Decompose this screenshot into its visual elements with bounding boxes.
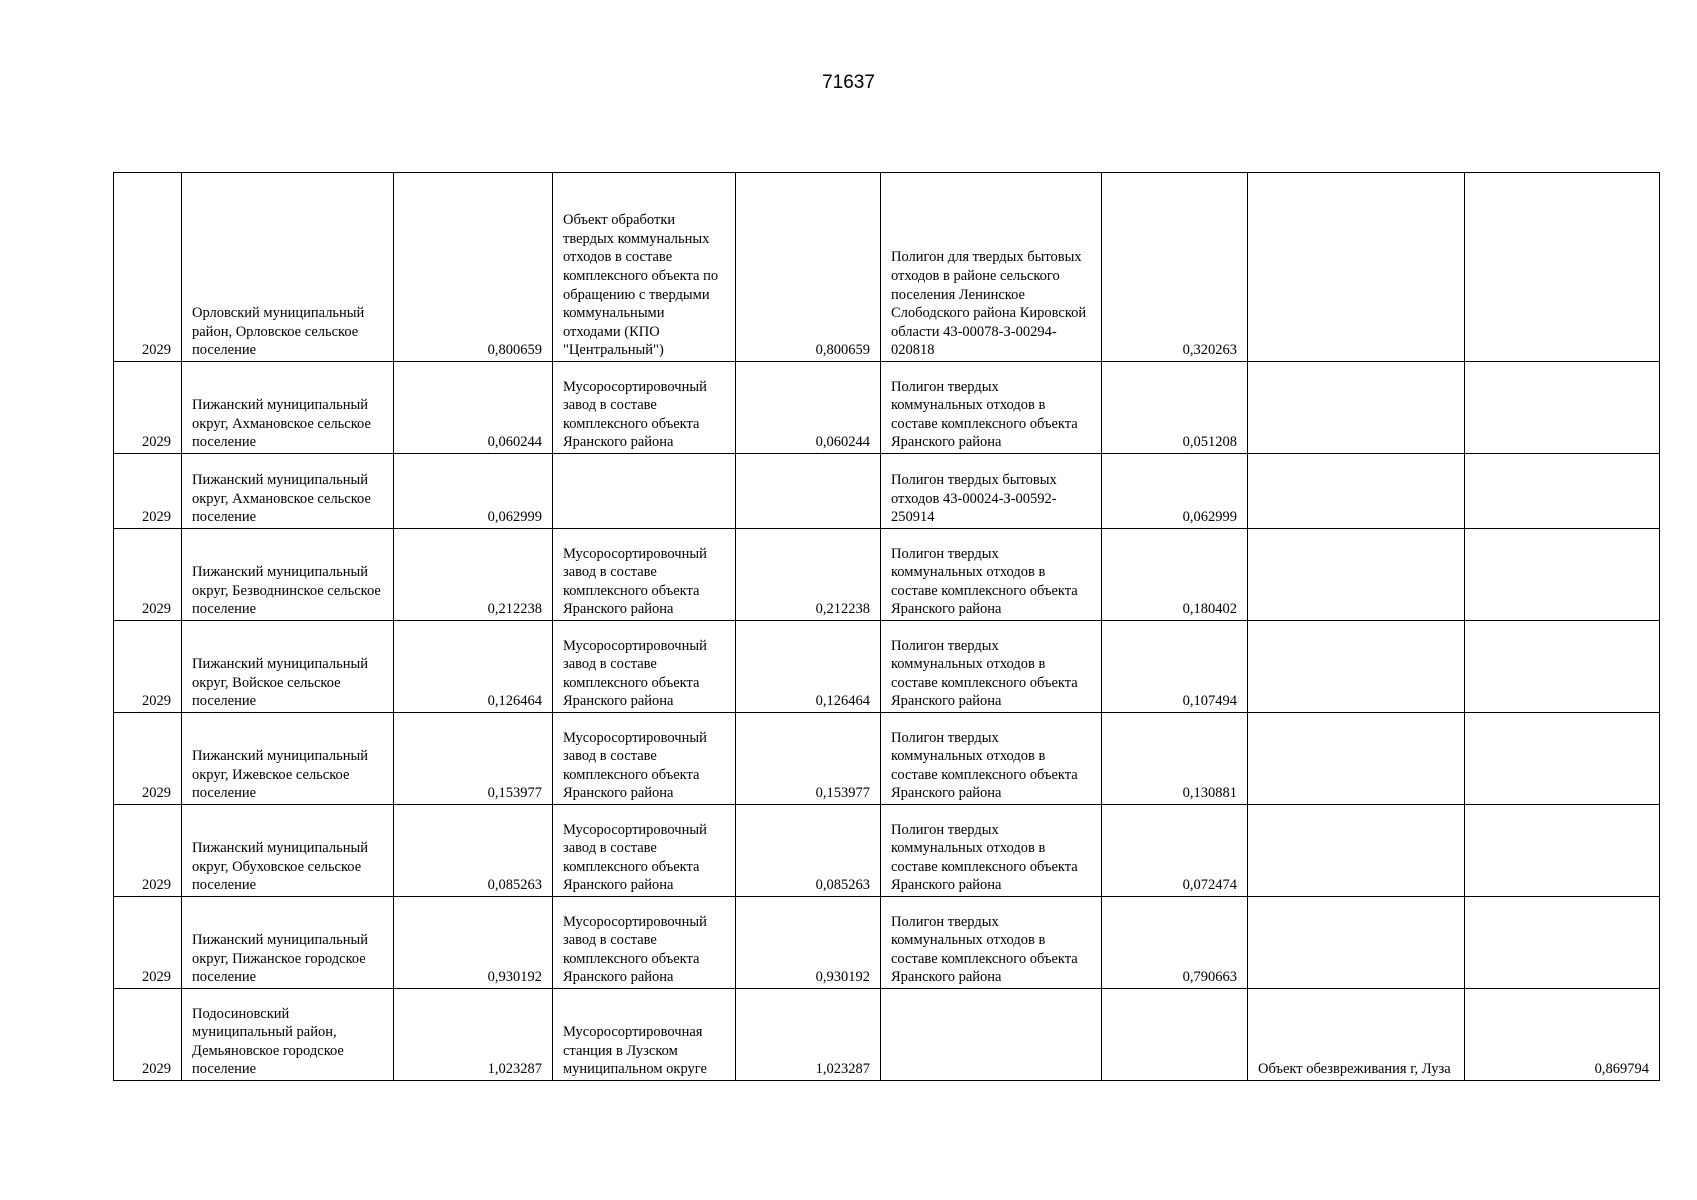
disposal-volume-cell: 0,130881	[1102, 713, 1248, 805]
neutralization-volume-cell	[1465, 454, 1660, 529]
processing-object-cell: Мусоросортировочный завод в составе комплексного объекта Яранского района	[553, 529, 736, 621]
year-cell: 2029	[114, 713, 182, 805]
neutralization-volume-cell	[1465, 173, 1660, 362]
disposal-object-cell: Полигон твердых коммунальных отходов в составе комплексного объекта Яранского района	[881, 529, 1102, 621]
table-row	[114, 173, 1660, 362]
year-cell: 2029	[114, 897, 182, 989]
disposal-object-cell: Полигон для твердых бытовых отходов в районе сельского поселения Ленинское Слободского района Кировской области 43-00078-З-00294-020818	[881, 173, 1102, 362]
disposal-volume-cell: 0,072474	[1102, 805, 1248, 897]
table-row	[114, 897, 1660, 989]
territory-cell: Пижанский муниципальный округ, Безводнинское сельское поселение	[182, 529, 394, 621]
neutralization-object-cell	[1248, 805, 1465, 897]
year-cell: 2029	[114, 362, 182, 454]
neutralization-volume-cell	[1465, 362, 1660, 454]
processing-object-cell: Мусоросортировочный завод в составе комплексного объекта Яранского района	[553, 805, 736, 897]
neutralization-object-cell: Объект обезвреживания г, Луза	[1248, 989, 1465, 1081]
neutralization-object-cell	[1248, 897, 1465, 989]
territory-cell: Пижанский муниципальный округ, Ахмановское сельское поселение	[182, 362, 394, 454]
disposal-volume-cell: 0,790663	[1102, 897, 1248, 989]
neutralization-volume-cell	[1465, 713, 1660, 805]
table-body	[114, 173, 1660, 1081]
disposal-volume-cell: 0,320263	[1102, 173, 1248, 362]
processing-volume-cell: 0,800659	[736, 173, 881, 362]
processing-volume-cell: 0,085263	[736, 805, 881, 897]
processing-object-cell: Мусоросортировочный завод в составе комплексного объекта Яранского района	[553, 897, 736, 989]
territory-cell: Пижанский муниципальный округ, Обуховское сельское поселение	[182, 805, 394, 897]
neutralization-volume-cell	[1465, 529, 1660, 621]
table-row	[114, 529, 1660, 621]
neutralization-volume-cell	[1465, 897, 1660, 989]
neutralization-volume-cell	[1465, 805, 1660, 897]
processing-volume-cell	[736, 454, 881, 529]
disposal-volume-cell: 0,180402	[1102, 529, 1248, 621]
disposal-object-cell: Полигон твердых коммунальных отходов в составе комплексного объекта Яранского района	[881, 805, 1102, 897]
year-cell: 2029	[114, 989, 182, 1081]
year-cell: 2029	[114, 454, 182, 529]
neutralization-volume-cell	[1465, 621, 1660, 713]
disposal-volume-cell: 0,107494	[1102, 621, 1248, 713]
table-row	[114, 805, 1660, 897]
neutralization-object-cell	[1248, 454, 1465, 529]
disposal-volume-cell: 0,051208	[1102, 362, 1248, 454]
disposal-object-cell: Полигон твердых коммунальных отходов в составе комплексного объекта Яранского района	[881, 621, 1102, 713]
waste-flow-table	[113, 172, 1660, 1081]
processing-object-cell: Мусоросортировочный завод в составе комплексного объекта Яранского района	[553, 713, 736, 805]
disposal-object-cell: Полигон твердых коммунальных отходов в составе комплексного объекта Яранского района	[881, 713, 1102, 805]
neutralization-object-cell	[1248, 621, 1465, 713]
disposal-object-cell: Полигон твердых бытовых отходов 43-00024-З-00592-250914	[881, 454, 1102, 529]
neutralization-object-cell	[1248, 362, 1465, 454]
year-cell: 2029	[114, 173, 182, 362]
processing-volume-cell: 0,212238	[736, 529, 881, 621]
territory-cell: Орловский муниципальный район, Орловское сельское поселение	[182, 173, 394, 362]
table-row	[114, 454, 1660, 529]
neutralization-volume-cell: 0,869794	[1465, 989, 1660, 1081]
table-row	[114, 713, 1660, 805]
neutralization-object-cell	[1248, 713, 1465, 805]
processing-volume-cell: 0,153977	[736, 713, 881, 805]
territory-cell: Пижанский муниципальный округ, Пижанское городское поселение	[182, 897, 394, 989]
processing-object-cell	[553, 454, 736, 529]
volume-total-cell: 0,060244	[394, 362, 553, 454]
year-cell: 2029	[114, 621, 182, 713]
table-row	[114, 362, 1660, 454]
processing-volume-cell: 1,023287	[736, 989, 881, 1081]
disposal-volume-cell: 0,062999	[1102, 454, 1248, 529]
processing-volume-cell: 0,930192	[736, 897, 881, 989]
table-row	[114, 621, 1660, 713]
territory-cell: Подосиновский муниципальный район, Демьяновское городское поселение	[182, 989, 394, 1081]
volume-total-cell: 0,085263	[394, 805, 553, 897]
volume-total-cell: 0,153977	[394, 713, 553, 805]
year-cell: 2029	[114, 805, 182, 897]
disposal-volume-cell	[1102, 989, 1248, 1081]
processing-volume-cell: 0,126464	[736, 621, 881, 713]
disposal-object-cell: Полигон твердых коммунальных отходов в составе комплексного объекта Яранского района	[881, 897, 1102, 989]
processing-object-cell: Мусоросортировочная станция в Лузском муниципальном округе	[553, 989, 736, 1081]
volume-total-cell: 0,800659	[394, 173, 553, 362]
territory-cell: Пижанский муниципальный округ, Ижевское сельское поселение	[182, 713, 394, 805]
disposal-object-cell: Полигон твердых коммунальных отходов в составе комплексного объекта Яранского района	[881, 362, 1102, 454]
volume-total-cell: 1,023287	[394, 989, 553, 1081]
table-row	[114, 989, 1660, 1081]
page-number: 71637	[822, 72, 875, 93]
processing-object-cell: Мусоросортировочный завод в составе комплексного объекта Яранского района	[553, 621, 736, 713]
disposal-object-cell	[881, 989, 1102, 1081]
volume-total-cell: 0,062999	[394, 454, 553, 529]
volume-total-cell: 0,212238	[394, 529, 553, 621]
processing-volume-cell: 0,060244	[736, 362, 881, 454]
neutralization-object-cell	[1248, 173, 1465, 362]
volume-total-cell: 0,126464	[394, 621, 553, 713]
neutralization-object-cell	[1248, 529, 1465, 621]
processing-object-cell: Объект обработки твердых коммунальных отходов в составе комплексного объекта по обращению с твердыми коммунальными отходами (КПО "Центральный")	[553, 173, 736, 362]
processing-object-cell: Мусоросортировочный завод в составе комплексного объекта Яранского района	[553, 362, 736, 454]
volume-total-cell: 0,930192	[394, 897, 553, 989]
territory-cell: Пижанский муниципальный округ, Ахмановское сельское поселение	[182, 454, 394, 529]
territory-cell: Пижанский муниципальный округ, Войское сельское поселение	[182, 621, 394, 713]
year-cell: 2029	[114, 529, 182, 621]
